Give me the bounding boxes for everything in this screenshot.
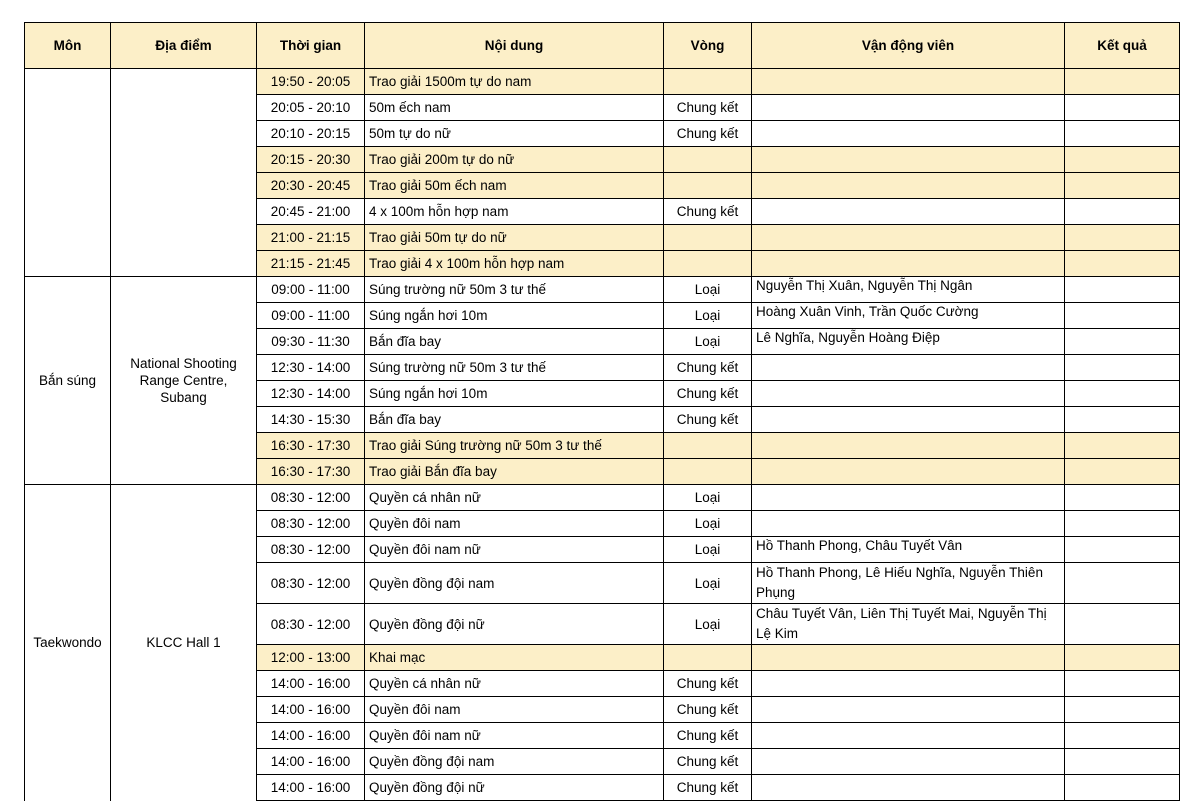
content-cell: Quyền đôi nam nữ — [365, 537, 664, 563]
round-cell: Chung kết — [664, 407, 752, 433]
round-cell: Loại — [664, 604, 752, 645]
round-cell — [664, 225, 752, 251]
round-cell: Chung kết — [664, 355, 752, 381]
athletes-cell — [752, 121, 1065, 147]
content-cell: Quyền đồng đội nam — [365, 749, 664, 775]
result-cell — [1065, 173, 1180, 199]
athletes-cell — [752, 225, 1065, 251]
header-result: Kết quả — [1065, 23, 1180, 69]
time-cell: 14:00 - 16:00 — [257, 723, 365, 749]
content-cell: Súng trường nữ 50m 3 tư thế — [365, 277, 664, 303]
athletes-cell — [752, 251, 1065, 277]
time-cell: 08:30 - 12:00 — [257, 604, 365, 645]
time-cell: 14:00 - 16:00 — [257, 671, 365, 697]
round-cell: Loại — [664, 563, 752, 604]
round-cell: Chung kết — [664, 671, 752, 697]
athletes-cell — [752, 147, 1065, 173]
round-cell — [664, 433, 752, 459]
round-cell — [664, 645, 752, 671]
round-cell: Chung kết — [664, 95, 752, 121]
time-cell: 12:00 - 13:00 — [257, 645, 365, 671]
content-cell: 4 x 100m hỗn hợp nam — [365, 199, 664, 225]
time-cell: 20:30 - 20:45 — [257, 173, 365, 199]
round-cell: Loại — [664, 537, 752, 563]
time-cell: 19:50 - 20:05 — [257, 69, 365, 95]
header-content: Nội dung — [365, 23, 664, 69]
result-cell — [1065, 604, 1180, 645]
time-cell: 14:00 - 16:00 — [257, 697, 365, 723]
result-cell — [1065, 121, 1180, 147]
round-cell: Chung kết — [664, 723, 752, 749]
content-cell: Quyền đôi nam nữ — [365, 723, 664, 749]
result-cell — [1065, 775, 1180, 801]
round-cell: Loại — [664, 329, 752, 355]
round-cell — [664, 173, 752, 199]
result-cell — [1065, 355, 1180, 381]
content-cell: 50m tự do nữ — [365, 121, 664, 147]
venue-cell-taekwondo: KLCC Hall 1 — [111, 485, 257, 801]
athletes-cell — [752, 355, 1065, 381]
round-cell: Loại — [664, 303, 752, 329]
athletes-cell — [752, 511, 1065, 537]
round-cell: Chung kết — [664, 199, 752, 225]
table-row — [25, 277, 1180, 303]
result-cell — [1065, 407, 1180, 433]
result-cell — [1065, 459, 1180, 485]
result-cell — [1065, 563, 1180, 604]
table-row — [25, 69, 1180, 95]
sport-cell-shooting: Bắn súng — [25, 277, 111, 485]
time-cell: 14:00 - 16:00 — [257, 749, 365, 775]
athletes-cell — [752, 723, 1065, 749]
result-cell — [1065, 225, 1180, 251]
time-cell: 14:00 - 16:00 — [257, 775, 365, 801]
athletes-cell — [752, 671, 1065, 697]
time-cell: 08:30 - 12:00 — [257, 563, 365, 604]
athletes-cell — [752, 381, 1065, 407]
header-venue: Địa điểm — [111, 23, 257, 69]
content-cell: Khai mạc — [365, 645, 664, 671]
content-cell: Quyền cá nhân nữ — [365, 485, 664, 511]
result-cell — [1065, 69, 1180, 95]
content-cell: Bắn đĩa bay — [365, 329, 664, 355]
athletes-cell — [752, 69, 1065, 95]
round-cell: Chung kết — [664, 381, 752, 407]
round-cell: Chung kết — [664, 749, 752, 775]
content-cell: Quyền đồng đội nam — [365, 563, 664, 604]
round-cell: Loại — [664, 277, 752, 303]
content-cell: 50m ếch nam — [365, 95, 664, 121]
content-cell: Trao giải 4 x 100m hỗn hợp nam — [365, 251, 664, 277]
time-cell: 08:30 - 12:00 — [257, 537, 365, 563]
content-cell: Trao giải 50m tự do nữ — [365, 225, 664, 251]
round-cell: Loại — [664, 485, 752, 511]
time-cell: 12:30 - 14:00 — [257, 381, 365, 407]
athletes-cell — [752, 645, 1065, 671]
header-athletes: Vận động viên — [752, 23, 1065, 69]
round-cell — [664, 251, 752, 277]
time-cell: 21:15 - 21:45 — [257, 251, 365, 277]
athletes-cell — [752, 199, 1065, 225]
round-cell: Chung kết — [664, 775, 752, 801]
time-cell: 08:30 - 12:00 — [257, 485, 365, 511]
time-cell: 16:30 - 17:30 — [257, 433, 365, 459]
time-cell: 08:30 - 12:00 — [257, 511, 365, 537]
result-cell — [1065, 303, 1180, 329]
content-cell: Súng trường nữ 50m 3 tư thế — [365, 355, 664, 381]
result-cell — [1065, 697, 1180, 723]
time-cell: 20:45 - 21:00 — [257, 199, 365, 225]
result-cell — [1065, 147, 1180, 173]
athletes-cell: Lê Nghĩa, Nguyễn Hoàng Điệp — [752, 329, 1065, 355]
athletes-cell — [752, 459, 1065, 485]
time-cell: 12:30 - 14:00 — [257, 355, 365, 381]
venue-cell-shooting: National Shooting Range Centre, Subang — [111, 277, 257, 485]
content-cell: Quyền đồng đội nữ — [365, 775, 664, 801]
sport-cell-swimming — [25, 69, 111, 277]
round-cell — [664, 459, 752, 485]
header-sport: Môn — [25, 23, 111, 69]
athletes-cell: Châu Tuyết Vân, Liên Thị Tuyết Mai, Nguyễn Thị Lệ Kim — [752, 604, 1065, 645]
time-cell: 09:00 - 11:00 — [257, 277, 365, 303]
result-cell — [1065, 645, 1180, 671]
result-cell — [1065, 199, 1180, 225]
round-cell — [664, 69, 752, 95]
athletes-cell — [752, 433, 1065, 459]
content-cell: Trao giải 200m tự do nữ — [365, 147, 664, 173]
result-cell — [1065, 329, 1180, 355]
content-cell: Súng ngắn hơi 10m — [365, 381, 664, 407]
athletes-cell: Hoàng Xuân Vinh, Trần Quốc Cường — [752, 303, 1065, 329]
content-cell: Quyền đôi nam — [365, 511, 664, 537]
sport-cell-taekwondo: Taekwondo — [25, 485, 111, 801]
venue-cell-swimming — [111, 69, 257, 277]
content-cell: Quyền đôi nam — [365, 697, 664, 723]
athletes-cell — [752, 173, 1065, 199]
content-cell: Quyền đồng đội nữ — [365, 604, 664, 645]
header-row — [25, 23, 1180, 69]
time-cell: 20:10 - 20:15 — [257, 121, 365, 147]
result-cell — [1065, 723, 1180, 749]
athletes-cell — [752, 95, 1065, 121]
athletes-cell: Hồ Thanh Phong, Châu Tuyết Vân — [752, 537, 1065, 563]
content-cell: Trao giải 50m ếch nam — [365, 173, 664, 199]
content-cell: Quyền cá nhân nữ — [365, 671, 664, 697]
schedule-table — [24, 22, 1180, 801]
athletes-cell — [752, 749, 1065, 775]
result-cell — [1065, 671, 1180, 697]
time-cell: 20:05 - 20:10 — [257, 95, 365, 121]
content-cell: Trao giải Bắn đĩa bay — [365, 459, 664, 485]
round-cell: Chung kết — [664, 121, 752, 147]
content-cell: Trao giải 1500m tự do nam — [365, 69, 664, 95]
athletes-cell — [752, 407, 1065, 433]
athletes-cell — [752, 697, 1065, 723]
header-round: Vòng — [664, 23, 752, 69]
result-cell — [1065, 511, 1180, 537]
round-cell: Loại — [664, 511, 752, 537]
athletes-cell — [752, 485, 1065, 511]
time-cell: 09:00 - 11:00 — [257, 303, 365, 329]
time-cell: 09:30 - 11:30 — [257, 329, 365, 355]
result-cell — [1065, 433, 1180, 459]
time-cell: 14:30 - 15:30 — [257, 407, 365, 433]
round-cell — [664, 147, 752, 173]
content-cell: Bắn đĩa bay — [365, 407, 664, 433]
content-cell: Súng ngắn hơi 10m — [365, 303, 664, 329]
result-cell — [1065, 749, 1180, 775]
round-cell: Chung kết — [664, 697, 752, 723]
result-cell — [1065, 95, 1180, 121]
table-row — [25, 485, 1180, 511]
result-cell — [1065, 251, 1180, 277]
content-cell: Trao giải Súng trường nữ 50m 3 tư thế — [365, 433, 664, 459]
result-cell — [1065, 381, 1180, 407]
schedule-sheet — [24, 22, 1179, 801]
time-cell: 16:30 - 17:30 — [257, 459, 365, 485]
athletes-cell: Nguyễn Thị Xuân, Nguyễn Thị Ngân — [752, 277, 1065, 303]
result-cell — [1065, 537, 1180, 563]
athletes-cell: Hồ Thanh Phong, Lê Hiếu Nghĩa, Nguyễn Thiên Phụng — [752, 563, 1065, 604]
time-cell: 20:15 - 20:30 — [257, 147, 365, 173]
result-cell — [1065, 485, 1180, 511]
time-cell: 21:00 - 21:15 — [257, 225, 365, 251]
result-cell — [1065, 277, 1180, 303]
athletes-cell — [752, 775, 1065, 801]
header-time: Thời gian — [257, 23, 365, 69]
